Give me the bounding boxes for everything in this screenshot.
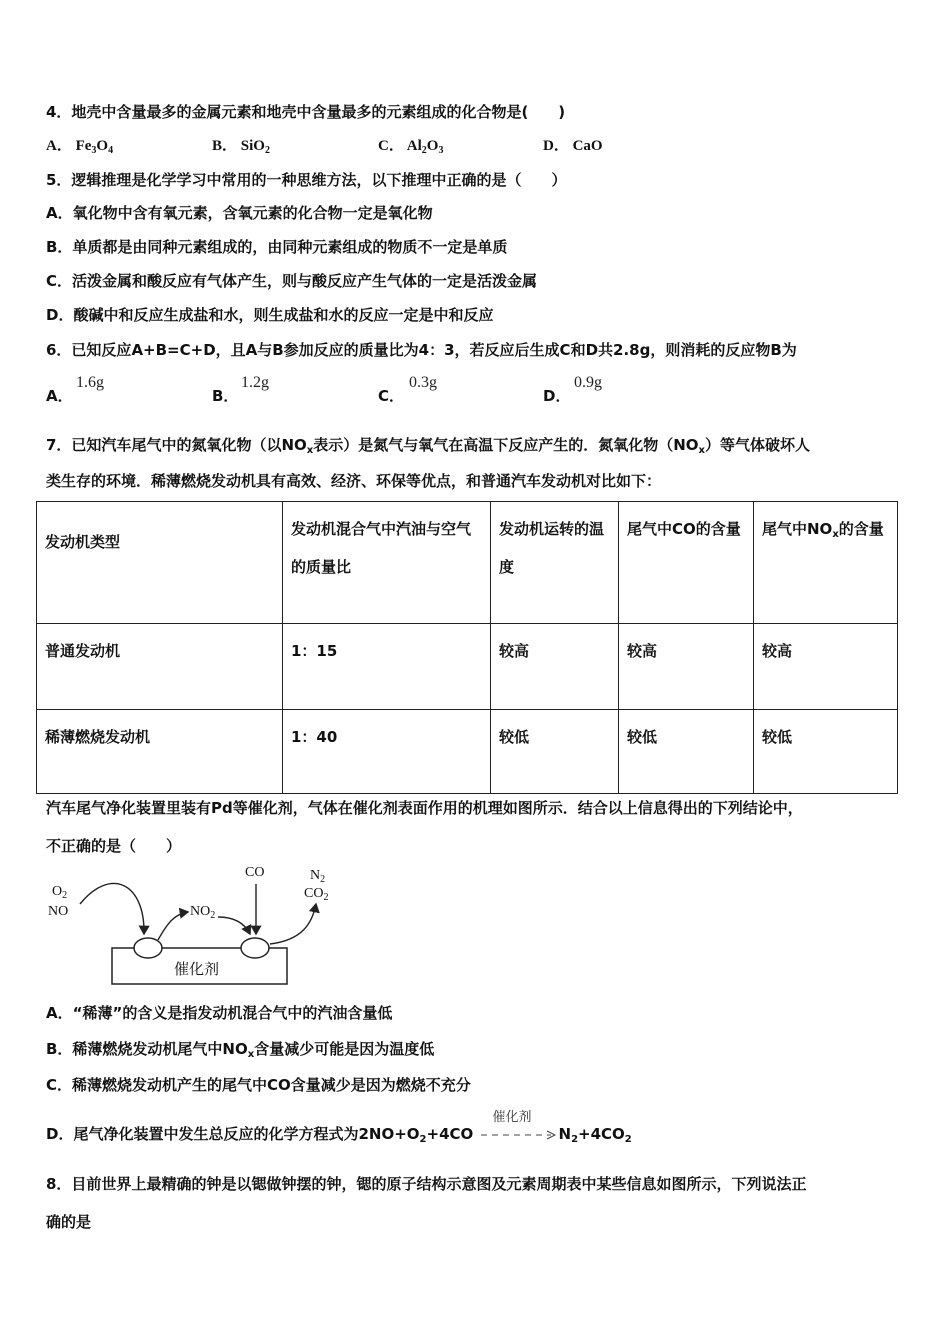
label-n2 — [310, 868, 325, 885]
q6-option-d[interactable] — [543, 386, 570, 406]
q7-intro-part2: 表示）是氮气与氧气在高温下反应产生的．氮氧化物（NO — [313, 436, 699, 454]
arrow-o2-no-to-site — [80, 884, 144, 934]
table-header-cell: 发动机运转的温度 — [491, 502, 619, 624]
table-cell: 1：15 — [283, 624, 491, 710]
table-header-cell: 尾气中CO的含量 — [619, 502, 754, 624]
table-cell: 较低 — [619, 710, 754, 794]
q4-option-b-letter: B． — [212, 138, 238, 154]
label-o2-text: O — [52, 884, 63, 899]
arrow-products-out — [270, 904, 316, 944]
label-no: NO — [48, 904, 69, 919]
q6-option-c[interactable] — [378, 386, 404, 406]
q6-option-c-value: 0.3g — [409, 374, 437, 391]
q4-option-d-formula: CaO — [572, 138, 603, 154]
q4-option-b-formula: SiO$_2$ — [240, 138, 270, 156]
q5-option-d[interactable]: D．酸碱中和反应生成盐和水，则生成盐和水的反应一定是中和反应 — [46, 306, 494, 324]
q6-option-a-letter: A． — [46, 387, 73, 405]
table-header-nox: 尾气中NO — [762, 520, 833, 538]
q6-stem: 6．已知反应A+B=C+D，且A与B参加反应的质量比为4：3，若反应后生成C和D共2.8g，则消耗的反应物B为 — [46, 341, 797, 359]
q6-option-d-letter: D． — [543, 387, 571, 405]
q5-stem: 5．逻辑推理是化学学习中常用的一种思维方法，以下推理中正确的是（ ） — [46, 171, 567, 189]
label-co2-text: CO — [304, 886, 324, 901]
table-cell: 普通发动机 — [37, 624, 283, 710]
q7-intro-line1 — [46, 435, 810, 461]
q4-option-a-letter: A． — [46, 138, 72, 154]
label-co: CO — [245, 865, 265, 880]
q6-option-a[interactable] — [46, 386, 73, 406]
q4-option-a-formula: $Fe_3O_4$ — [75, 138, 114, 156]
q6-option-d-value: 0.9g — [574, 374, 602, 391]
q7-intro-part3: ）等气体破坏人 — [704, 436, 810, 454]
table-header-nox-sub: x — [832, 529, 839, 540]
label-co2 — [304, 886, 328, 903]
q7-option-d[interactable] — [46, 1109, 632, 1150]
arrow-no2-up — [158, 912, 188, 940]
q7-option-b-sub: x — [247, 1049, 255, 1060]
table-row — [37, 710, 898, 794]
label-o2-sub: 2 — [62, 890, 68, 901]
q7-intro-sub1: x — [306, 445, 314, 456]
table-cell: 1：40 — [283, 710, 491, 794]
table-header-cell — [754, 502, 898, 624]
table-header-row — [37, 502, 898, 624]
reaction-arrow — [479, 1109, 559, 1145]
table-cell: 较高 — [619, 624, 754, 710]
label-co2-sub: 2 — [323, 892, 329, 903]
q7-intro-part1: 7．已知汽车尾气中的氮氧化物（以NO — [46, 436, 307, 454]
q6-option-b[interactable] — [212, 386, 238, 406]
q7-after-table-line2: 不正确的是（ ） — [46, 837, 182, 855]
engine-comparison-table — [36, 501, 898, 794]
table-cell: 稀薄燃烧发动机 — [37, 710, 283, 794]
label-no2 — [190, 904, 215, 921]
label-no2-sub: 2 — [210, 910, 216, 921]
q7-option-a[interactable]: A．“稀薄”的含义是指发动机混合气中的汽油含量低 — [46, 1004, 393, 1022]
q7-option-c[interactable]: C．稀薄燃烧发动机产生的尾气中CO含量减少是因为燃烧不充分 — [46, 1076, 471, 1094]
q5-option-c[interactable]: C．活泼金属和酸反应有气体产生，则与酸反应产生气体的一定是活泼金属 — [46, 272, 538, 290]
q7-after-table-line1: 汽车尾气净化装置里装有Pd等催化剂，气体在催化剂表面作用的机理如图所示．结合以上信息得出的下列结论中， — [46, 799, 803, 817]
q5-option-b[interactable]: B．单质都是由同种元素组成的，由同种元素组成的物质不一定是单质 — [46, 238, 508, 256]
table-cell: 较低 — [491, 710, 619, 794]
table-cell: 较高 — [491, 624, 619, 710]
label-catalyst: 催化剂 — [174, 962, 220, 978]
q7-option-d-rhs: $N_2+4CO_2$ — [558, 1125, 632, 1145]
table-cell: 较高 — [754, 624, 898, 710]
table-header-cell: 发动机类型 — [37, 502, 283, 624]
q4-option-c[interactable] — [378, 136, 443, 161]
table-header-cell: 发动机混合气中汽油与空气的质量比 — [283, 502, 491, 624]
q4-option-c-letter: C． — [378, 138, 404, 154]
q6-option-b-value: 1.2g — [241, 374, 269, 391]
table-row — [37, 624, 898, 710]
q7-intro-line2: 类生存的环境．稀薄燃烧发动机具有高效、经济、环保等优点，和普通汽车发动机对比如下： — [46, 472, 662, 490]
q4-option-a[interactable] — [46, 136, 113, 161]
q6-option-c-letter: C． — [378, 387, 405, 405]
q7-intro-sub2: x — [698, 445, 705, 456]
label-no2-text: NO — [190, 904, 211, 919]
label-n2-sub: 2 — [320, 874, 326, 885]
q4-option-d-letter: D． — [543, 138, 569, 154]
active-site-right — [241, 938, 269, 958]
reaction-arrow-svg — [479, 1125, 559, 1145]
table-header-nox-tail: 的含量 — [838, 520, 884, 538]
q8-line1: 8．目前世界上最精确的钟是以锶做钟摆的钟，锶的原子结构示意图及元素周期表中某些信息如图所示，下列说法正 — [46, 1175, 807, 1193]
q8-line2: 确的是 — [46, 1213, 92, 1231]
active-site-left — [134, 938, 162, 958]
q7-option-d-lhs: $2NO+O_2+4CO$ — [358, 1125, 474, 1145]
catalyst-mechanism-diagram — [40, 862, 350, 992]
q5-option-a[interactable]: A．氧化物中含有氧元素，含氧元素的化合物一定是氧化物 — [46, 204, 433, 222]
arrow-no2-to-site — [218, 917, 250, 934]
q4-option-b[interactable] — [212, 136, 270, 161]
q7-option-b[interactable] — [46, 1039, 434, 1065]
reaction-condition: 催化剂 — [492, 1109, 532, 1125]
q6-option-b-letter: B． — [212, 387, 239, 405]
q4-option-d[interactable] — [543, 136, 603, 156]
table-cell: 较低 — [754, 710, 898, 794]
q4-stem: 4．地壳中含量最多的金属元素和地壳中含量最多的元素组成的化合物是( ) — [46, 103, 566, 121]
q6-option-a-value: 1.6g — [76, 374, 104, 391]
label-o2 — [52, 884, 67, 901]
q7-option-d-text: D．尾气净化装置中发生总反应的化学方程式为 — [46, 1125, 359, 1143]
q7-option-b-part2: 含量减少可能是因为温度低 — [254, 1040, 435, 1058]
q4-option-c-formula: $Al_2O_3$ — [406, 138, 444, 156]
label-n2-text: N — [310, 868, 321, 883]
q7-option-b-part1: B．稀薄燃烧发动机尾气中NO — [46, 1040, 248, 1058]
